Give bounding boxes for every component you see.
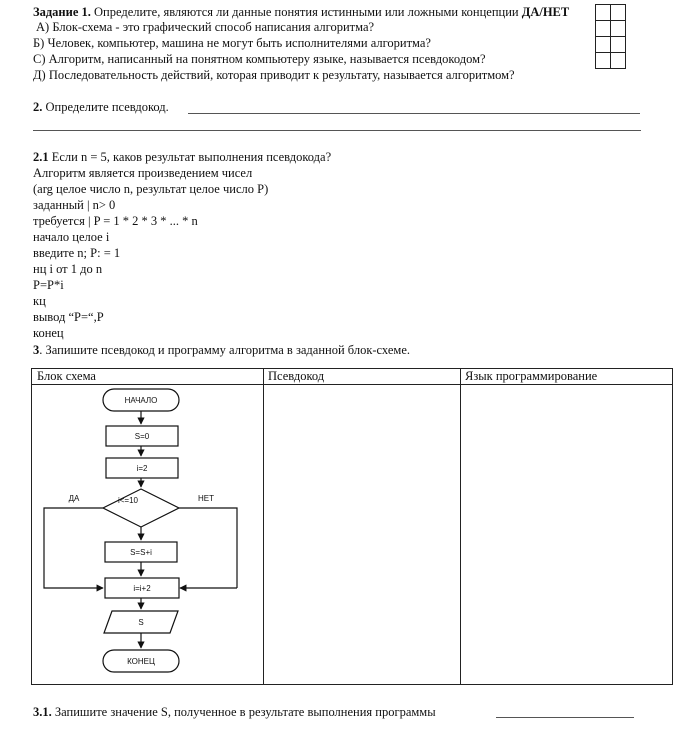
task21-question: Если n = 5, каков результат выполнения псевдокода? [48, 150, 332, 164]
task2-answer-line[interactable] [188, 113, 640, 114]
answer-cell[interactable] [611, 21, 626, 37]
flow-step-label: i=i+2 [133, 584, 151, 593]
code-line: кц [33, 294, 46, 308]
task2-prompt [33, 100, 169, 115]
answer-cell[interactable] [596, 21, 611, 37]
task3-number: 3 [33, 343, 40, 357]
column-header-pseudocode: Псевдокод [268, 369, 325, 383]
task1-number: Задание 1. [33, 5, 91, 19]
flow-init-s-label: S=0 [134, 432, 150, 441]
task1-answer-header: ДА/НЕТ [521, 5, 570, 19]
flow-start-label: НАЧАЛО [124, 396, 158, 405]
answer-cell[interactable] [611, 37, 626, 53]
task2-answer-line[interactable] [33, 130, 641, 131]
task2-number: 2. [33, 100, 43, 114]
task31-text: Запишите значение S, полученное в результате выполнения программы [51, 705, 436, 719]
flow-yes-label: ДА [68, 494, 80, 503]
column-header-flowchart: Блок схема [37, 369, 96, 383]
code-line: введите n; P: = 1 [33, 246, 121, 260]
answer-cell[interactable] [596, 5, 611, 21]
answer-cell[interactable] [611, 5, 626, 21]
flow-init-i-label: i=2 [136, 464, 148, 473]
task31-answer-line[interactable] [496, 717, 634, 718]
flow-body-label: S=S+i [130, 548, 152, 557]
task1-title-text: Определите, являются ли данные понятия истинными или ложными концепции [90, 5, 522, 19]
answer-cell[interactable] [596, 53, 611, 69]
answer-cell[interactable] [596, 37, 611, 53]
code-line: заданный | n> 0 [33, 198, 116, 212]
task3-text: . Запишите псевдокод и программу алгоритма в заданной блок-схеме. [39, 343, 411, 357]
task3-table [31, 368, 673, 685]
flow-yes-branch [44, 508, 103, 588]
task3-prompt [33, 343, 410, 358]
task1-item-c: С) Алгоритм, написанный на понятном компьютеру языке, называется псевдокодом? [33, 52, 486, 66]
flow-condition-label: i<=10 [117, 496, 139, 505]
task1-title [33, 5, 569, 20]
flow-condition-diamond [103, 489, 179, 527]
code-line: начало целое i [33, 230, 110, 244]
code-line: Алгоритм является произведением чисел [33, 166, 253, 180]
program-cell[interactable] [461, 385, 672, 684]
answer-grid [595, 4, 626, 69]
code-line: (arg целое число n, результат целое число P) [33, 182, 269, 196]
answer-cell[interactable] [611, 53, 626, 69]
pseudocode-cell[interactable] [264, 385, 460, 684]
task2-text: Определите псевдокод. [42, 100, 169, 114]
code-line: требуется | P = 1 * 2 * 3 * ... * n [33, 214, 198, 228]
task31-prompt [33, 705, 436, 720]
flow-no-branch [179, 508, 237, 588]
flow-no-label: НЕТ [198, 494, 214, 503]
task31-number: 3.1. [33, 705, 52, 719]
flow-output-label: S [138, 618, 144, 627]
task21-number: 2.1 [33, 150, 49, 164]
task21-prompt [33, 150, 331, 165]
code-line: P=P*i [33, 278, 64, 292]
code-line: нц i от 1 до n [33, 262, 103, 276]
code-line: вывод “P=“,P [33, 310, 104, 324]
code-line: конец [33, 326, 64, 340]
task1-item-a: А) Блок-схема - это графический способ написания алгоритма? [36, 20, 375, 34]
task1-item-d: Д) Последовательность действий, которая приводит к результату, называется алгоритмом? [33, 68, 515, 82]
task1-item-b: Б) Человек, компьютер, машина не могут быть исполнителями алгоритма? [33, 36, 431, 50]
flowchart [32, 369, 264, 685]
column-header-language: Язык программирование [465, 369, 598, 383]
flow-end-label: КОНЕЦ [127, 657, 155, 666]
